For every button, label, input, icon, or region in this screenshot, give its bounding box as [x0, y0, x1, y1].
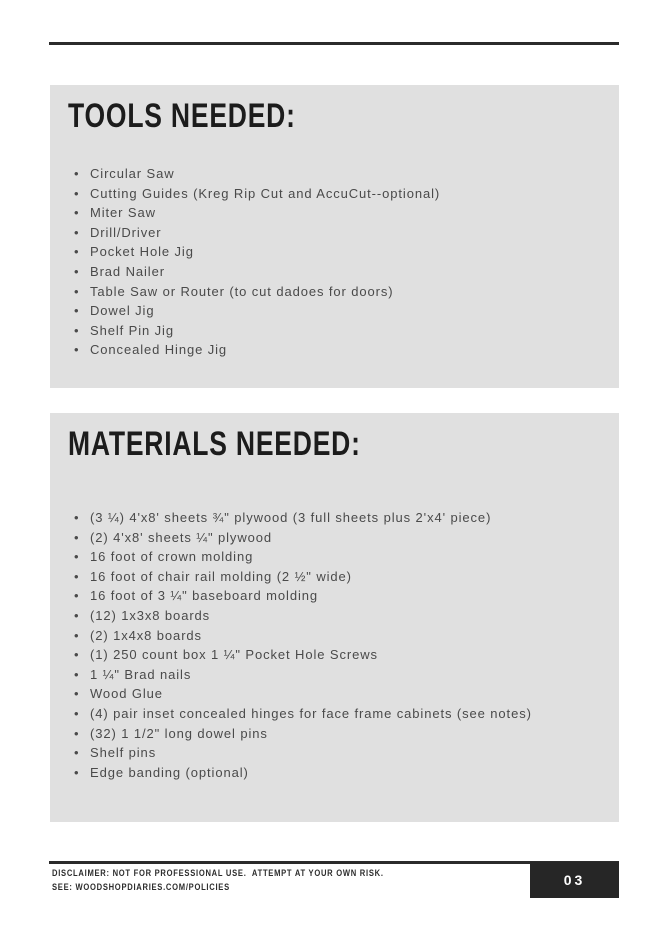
list-item-text: Wood Glue [90, 686, 163, 702]
bullet-icon: • [74, 607, 80, 623]
list-item [50, 586, 601, 606]
list-item-text: Concealed Hinge Jig [90, 342, 228, 358]
bullet-icon: • [74, 510, 80, 525]
bullet-icon: • [74, 588, 80, 604]
list-item-text: Drill/Driver [90, 224, 162, 240]
bullet-icon: • [74, 303, 80, 319]
bullet-icon: • [74, 166, 80, 181]
list-item-text: Pocket Hole Jig [90, 244, 194, 260]
disclaimer-line-2: SEE: WOODSHOPDIARIES.COM/POLICIES [52, 882, 230, 893]
list-item [50, 262, 601, 282]
bullet-icon: • [74, 244, 80, 260]
disclaimer-text [52, 867, 467, 895]
bullet-icon: • [74, 627, 80, 643]
list-item [50, 665, 601, 685]
materials-panel [50, 413, 619, 822]
list-item [50, 340, 601, 360]
list-item-text: (2) 4'x8' sheets ¼" plywood [90, 529, 273, 545]
list-item [50, 704, 601, 724]
list-item-text: Edge banding (optional) [90, 764, 249, 780]
list-item [50, 626, 601, 646]
list-item-text: Miter Saw [90, 205, 156, 221]
list-item-text: 16 foot of chair rail molding (2 ½" wide) [90, 568, 352, 584]
list-item-text: (4) pair inset concealed hinges for face frame cabinets (see notes) [90, 705, 532, 721]
list-item [50, 763, 601, 783]
list-item-text: 16 foot of crown molding [90, 549, 254, 565]
list-item-text: (12) 1x3x8 boards [90, 607, 211, 623]
list-item-text: Table Saw or Router (to cut dadoes for doors) [90, 283, 394, 299]
bullet-icon: • [74, 725, 80, 741]
bullet-icon: • [74, 745, 80, 761]
list-item-text: 16 foot of 3 ¼" baseboard molding [90, 588, 319, 604]
list-item [50, 223, 601, 243]
bullet-icon: • [74, 205, 80, 221]
bullet-icon: • [74, 647, 80, 663]
list-item-text: Dowel Jig [90, 303, 155, 319]
list-item [50, 301, 601, 321]
list-item-text: (3 ¼) 4'x8' sheets ¾" plywood (3 full sheets plus 2'x4' piece) [90, 510, 492, 525]
list-item-text: (2) 1x4x8 boards [90, 627, 202, 643]
page-number-badge [530, 862, 619, 898]
tools-list [50, 164, 619, 360]
materials-list [50, 508, 619, 782]
page-number: 03 [563, 872, 586, 888]
list-item [50, 743, 601, 763]
list-item-text: Shelf Pin Jig [90, 322, 174, 338]
bullet-icon: • [74, 764, 80, 780]
list-item [50, 547, 601, 567]
list-item [50, 242, 601, 262]
list-item [50, 321, 601, 341]
list-item [50, 528, 601, 548]
bullet-icon: • [74, 263, 80, 279]
bullet-icon: • [74, 705, 80, 721]
list-item-text: Circular Saw [90, 166, 175, 181]
list-item-text: Shelf pins [90, 745, 157, 761]
list-item [50, 567, 601, 587]
list-item-text: 1 ¼" Brad nails [90, 666, 192, 682]
bullet-icon: • [74, 283, 80, 299]
list-item [50, 645, 601, 665]
materials-section-title [50, 413, 619, 462]
bullet-icon: • [74, 666, 80, 682]
list-item [50, 164, 601, 184]
disclaimer-line-1: DISCLAIMER: NOT FOR PROFESSIONAL USE. ATTEMPT AT YOUR OWN RISK. [52, 868, 384, 879]
tools-section-title-text: TOOLS NEEDED: [68, 97, 296, 135]
list-item [50, 508, 601, 528]
list-item [50, 684, 601, 704]
list-item [50, 724, 601, 744]
list-item-text: Brad Nailer [90, 263, 165, 279]
bullet-icon: • [74, 342, 80, 358]
list-item [50, 282, 601, 302]
bullet-icon: • [74, 224, 80, 240]
bullet-icon: • [74, 686, 80, 702]
bullet-icon: • [74, 549, 80, 565]
bullet-icon: • [74, 185, 80, 201]
bullet-icon: • [74, 529, 80, 545]
list-item [50, 203, 601, 223]
tools-section-title [50, 85, 619, 134]
list-item [50, 606, 601, 626]
bullet-icon: • [74, 568, 80, 584]
bullet-icon: • [74, 322, 80, 338]
tools-panel [50, 85, 619, 388]
list-item-text: (32) 1 1/2" long dowel pins [90, 725, 268, 741]
list-item-text: Cutting Guides (Kreg Rip Cut and AccuCut--optional) [90, 185, 441, 201]
list-item-text: (1) 250 count box 1 ¼" Pocket Hole Screws [90, 647, 378, 663]
materials-section-title-text: MATERIALS NEEDED: [68, 425, 361, 463]
list-item [50, 184, 601, 204]
top-divider [49, 42, 619, 45]
